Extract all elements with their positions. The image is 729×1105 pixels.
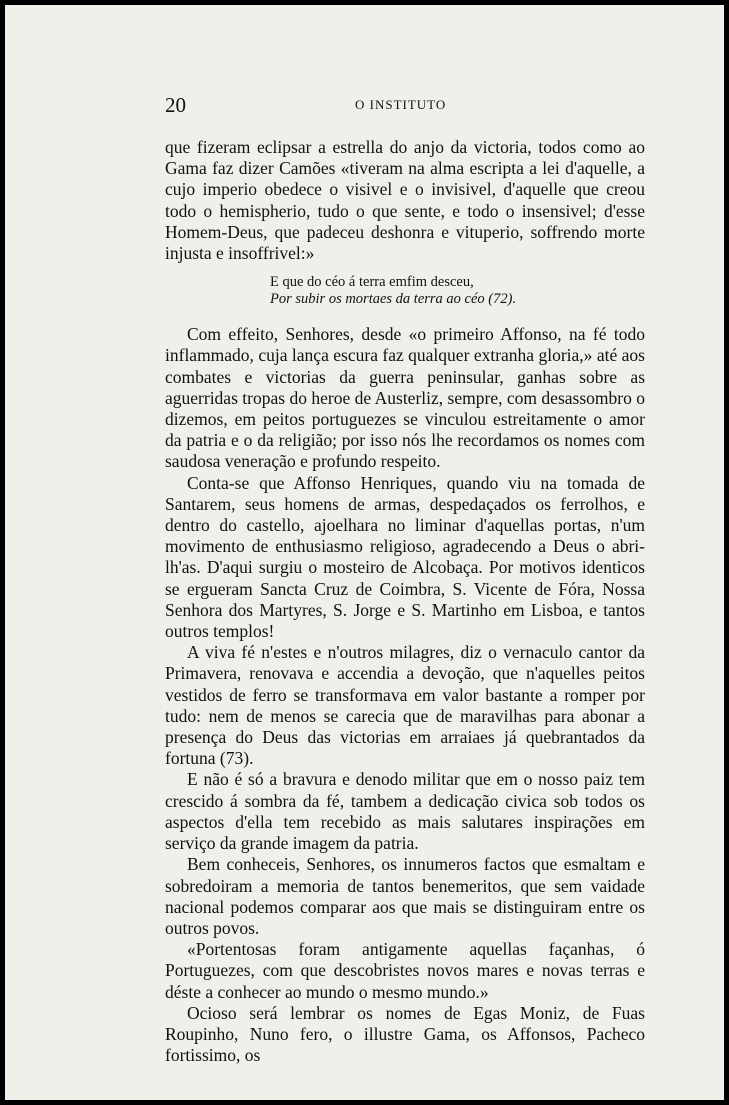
paragraph-6: Bem conheceis, Senhores, os innumeros factos que esmaltam e sobredoiram a memoria de tantos benemeritos, que sem vaidade nacional podemos comparar aos que mais se distinguiram entre os outros povos.	[165, 854, 645, 938]
verse-line-1: E que do céo á terra emfim desceu,	[270, 274, 474, 291]
paragraph-8: Ocioso será lembrar os nomes de Egas Moniz, de Fuas Roupinho, Nuno fero, o illustre Gama, os Affonsos, Pacheco fortissimo, os	[165, 1002, 645, 1066]
paragraph-3: Conta-se que Affonso Henriques, quando viu na tomada de Santarem, seus homens de armas, despedaçados os ferrolhos, e dentro do castello, ajoelhara no liminar d'aquellas portas, n'um movimento de enthusiasmo religioso, agradecendo a Deus o abri-lh'as. D'aqui surgiu o mosteiro de Alcobaça. Por motivos identicos se ergueram Sancta Cruz de Coimbra, S. Vicente de Fóra, Nossa Senhora dos Martyres, S. Jorge e S. Martinho em Lisboa, e tantos outros templos!	[165, 472, 645, 642]
verse-quote	[270, 274, 645, 308]
page-header	[165, 93, 645, 115]
paragraph-5: E não é só a bravura e denodo militar que em o nosso paiz tem crescido á sombra da fé, tambem a dedicação civica sob todos os aspectos d'ella tem recebido as mais salutares inspirações em serviço da grande imagem da patria.	[165, 769, 645, 854]
paragraph-4: A viva fé n'estes e n'outros milagres, diz o vernaculo cantor da Primavera, renovava e accendia a devoção, que n'aquelles peitos vestidos de ferro se transformava em valor bastante a romper por tudo: nem de menos se carecia que de maravilhas para abonar a presença do Deus das victorias em arraiaes já quebrantados da fortuna (73).	[165, 642, 645, 769]
paragraph-7: «Portentosas foram antigamente aquellas façanhas, ó Portuguezes, com que descobristes novos mares e novas terras e déste a conhecer ao mundo o mesmo mundo.»	[165, 939, 645, 1002]
paragraph-1: que fizeram eclipsar a estrella do anjo da victoria, todos como ao Gama faz dizer Camões «tiveram na alma escripta a lei d'aquelle, a cujo imperio obedece o visivel e o invisivel, d'aquelle que creou todo o hemispherio, tudo o que sente, e todo o insensivel; d'esse Homem-Deus, que padeceu deshonra e vituperio, soffrendo morte injusta e insoffrivel:»	[165, 137, 645, 264]
page	[5, 5, 724, 1100]
running-title: O INSTITUTO	[355, 97, 447, 112]
verse-line-2: Por subir os mortaes da terra ao céo (72).	[270, 291, 517, 308]
page-number: 20	[165, 93, 186, 117]
paragraph-2: Com effeito, Senhores, desde «o primeiro Affonso, na fé todo inflammado, cuja lança escura faz qualquer extranha gloria,» até aos combates e victorias da guerra peninsular, ganhas sobre as aguerridas tropas do heroe de Austerliz, sempre, com desassombro o dizemos, em peitos portuguezes se vinculou estreitamente o amor da patria e o da religião; por isso nós lhe recordamos os nomes com saudosa veneração e profundo respeito.	[165, 324, 645, 472]
body-text	[165, 137, 645, 1066]
